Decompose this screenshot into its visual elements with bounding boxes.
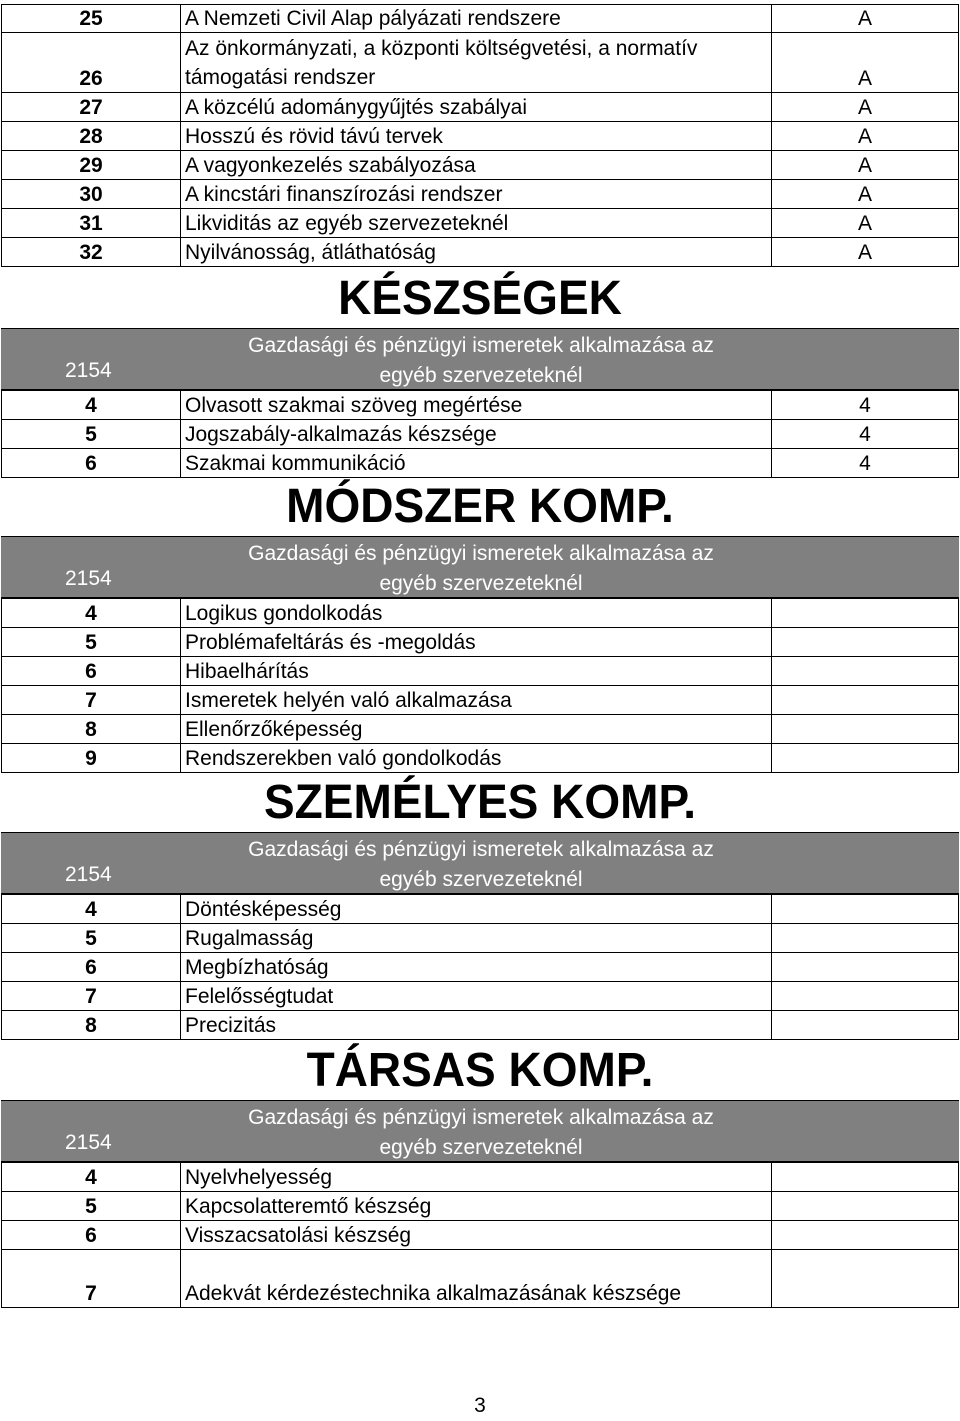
section-band bbox=[1, 536, 959, 598]
table-row bbox=[2, 1011, 959, 1040]
table-row bbox=[2, 599, 959, 628]
row-value bbox=[772, 599, 959, 628]
table-row bbox=[2, 238, 959, 267]
row-value bbox=[772, 628, 959, 657]
band-title: Gazdasági és pénzügyi ismeretek alkalmazása az egyéb szervezeteknél bbox=[248, 1106, 714, 1159]
section-band bbox=[1, 1100, 959, 1162]
row-text: Döntésképesség bbox=[181, 895, 772, 924]
row-text: Precizitás bbox=[181, 1011, 772, 1040]
row-value bbox=[772, 1163, 959, 1192]
section-tarsas-komp bbox=[0, 1038, 960, 1308]
row-value: 4 bbox=[772, 420, 959, 449]
row-number: 5 bbox=[2, 924, 181, 953]
row-value: A bbox=[772, 151, 959, 180]
row-text: Logikus gondolkodás bbox=[181, 599, 772, 628]
row-value: A bbox=[772, 5, 959, 33]
row-value: A bbox=[772, 122, 959, 151]
table-row bbox=[2, 391, 959, 420]
row-value bbox=[772, 895, 959, 924]
row-text: A kincstári finanszírozási rendszer bbox=[181, 180, 772, 209]
row-text: Felelősségtudat bbox=[181, 982, 772, 1011]
row-text: Olvasott szakmai szöveg megértése bbox=[181, 391, 772, 420]
row-number: 32 bbox=[2, 238, 181, 267]
table-row bbox=[2, 924, 959, 953]
row-value bbox=[772, 657, 959, 686]
row-number: 5 bbox=[2, 420, 181, 449]
row-text: Jogszabály-alkalmazás készsége bbox=[181, 420, 772, 449]
row-number: 8 bbox=[2, 715, 181, 744]
row-number: 31 bbox=[2, 209, 181, 238]
table-row bbox=[2, 151, 959, 180]
row-number: 27 bbox=[2, 93, 181, 122]
row-text: Szakmai kommunikáció bbox=[181, 449, 772, 478]
row-value: A bbox=[772, 209, 959, 238]
table-row bbox=[2, 93, 959, 122]
table-row bbox=[2, 715, 959, 744]
row-value bbox=[772, 953, 959, 982]
row-value: 4 bbox=[772, 391, 959, 420]
row-text: Likviditás az egyéb szervezeteknél bbox=[181, 209, 772, 238]
row-number: 4 bbox=[2, 1163, 181, 1192]
row-number: 6 bbox=[2, 657, 181, 686]
table-row bbox=[2, 1250, 959, 1308]
row-number: 29 bbox=[2, 151, 181, 180]
section-heading: SZEMÉLYES KOMP. bbox=[263, 773, 696, 829]
row-number: 7 bbox=[2, 1250, 181, 1308]
row-text: Visszacsatolási készség bbox=[181, 1221, 772, 1250]
row-text: A közcélú adománygyűjtés szabályai bbox=[181, 93, 772, 122]
row-number: 7 bbox=[2, 686, 181, 715]
table-row bbox=[2, 420, 959, 449]
row-value bbox=[772, 982, 959, 1011]
row-value bbox=[772, 924, 959, 953]
table-row bbox=[2, 657, 959, 686]
table-row bbox=[2, 1221, 959, 1250]
row-number: 4 bbox=[2, 391, 181, 420]
table-row bbox=[2, 5, 959, 33]
row-value bbox=[772, 744, 959, 773]
row-number: 7 bbox=[2, 982, 181, 1011]
band-title: Gazdasági és pénzügyi ismeretek alkalmazása az egyéb szervezeteknél bbox=[248, 542, 714, 595]
table-row bbox=[2, 982, 959, 1011]
section-szemelyes-komp bbox=[0, 770, 960, 1040]
table-row bbox=[2, 122, 959, 151]
row-number: 4 bbox=[2, 895, 181, 924]
row-text: A vagyonkezelés szabályozása bbox=[181, 151, 772, 180]
row-text: Rendszerekben való gondolkodás bbox=[181, 744, 772, 773]
table-row bbox=[2, 1163, 959, 1192]
row-number: 28 bbox=[2, 122, 181, 151]
top-rows-table bbox=[0, 4, 960, 267]
row-number: 30 bbox=[2, 180, 181, 209]
row-text: Kapcsolatteremtő készség bbox=[181, 1192, 772, 1221]
row-value bbox=[772, 1011, 959, 1040]
row-value bbox=[772, 715, 959, 744]
row-text: Rugalmasság bbox=[181, 924, 772, 953]
row-value: A bbox=[772, 238, 959, 267]
row-text: Megbízhatóság bbox=[181, 953, 772, 982]
band-code: 2154 bbox=[65, 1131, 112, 1154]
row-text: Problémafeltárás és -megoldás bbox=[181, 628, 772, 657]
row-text: Az önkormányzati, a központi költségvetési, a normatív támogatási rendszer bbox=[181, 33, 772, 93]
row-value: A bbox=[772, 33, 959, 93]
band-code: 2154 bbox=[65, 359, 112, 382]
row-number: 25 bbox=[2, 5, 181, 33]
row-value: A bbox=[772, 180, 959, 209]
row-text: Hosszú és rövid távú tervek bbox=[181, 122, 772, 151]
row-number: 8 bbox=[2, 1011, 181, 1040]
row-value bbox=[772, 1250, 959, 1308]
table-row bbox=[2, 1192, 959, 1221]
table-row bbox=[2, 953, 959, 982]
row-number: 6 bbox=[2, 449, 181, 478]
table-row bbox=[2, 628, 959, 657]
band-code: 2154 bbox=[65, 863, 112, 886]
row-number: 6 bbox=[2, 953, 181, 982]
section-heading: TÁRSAS KOMP. bbox=[306, 1041, 654, 1097]
table-row bbox=[2, 180, 959, 209]
table-row bbox=[2, 33, 959, 93]
row-text: Nyilvánosság, átláthatóság bbox=[181, 238, 772, 267]
row-text: Nyelvhelyesség bbox=[181, 1163, 772, 1192]
row-number: 5 bbox=[2, 1192, 181, 1221]
row-value bbox=[772, 686, 959, 715]
table-row bbox=[2, 209, 959, 238]
row-number: 9 bbox=[2, 744, 181, 773]
band-title: Gazdasági és pénzügyi ismeretek alkalmazása az egyéb szervezeteknél bbox=[248, 838, 714, 891]
band-title: Gazdasági és pénzügyi ismeretek alkalmazása az egyéb szervezeteknél bbox=[248, 334, 714, 387]
row-text: A Nemzeti Civil Alap pályázati rendszere bbox=[181, 5, 772, 33]
row-text: Ellenőrzőképesség bbox=[181, 715, 772, 744]
row-text: Adekvát kérdezéstechnika alkalmazásának készsége bbox=[181, 1250, 772, 1308]
row-number: 6 bbox=[2, 1221, 181, 1250]
row-text: Ismeretek helyén való alkalmazása bbox=[181, 686, 772, 715]
row-text: Hibaelhárítás bbox=[181, 657, 772, 686]
table-row bbox=[2, 686, 959, 715]
row-value: A bbox=[772, 93, 959, 122]
section-heading: KÉSZSÉGEK bbox=[338, 269, 622, 325]
section-keszsegek bbox=[0, 266, 960, 478]
page-number: 3 bbox=[474, 1394, 486, 1417]
band-code: 2154 bbox=[65, 567, 112, 590]
row-number: 26 bbox=[2, 33, 181, 93]
section-heading: MÓDSZER KOMP. bbox=[286, 477, 674, 533]
row-value: 4 bbox=[772, 449, 959, 478]
section-modszer-komp bbox=[0, 474, 960, 773]
table-row bbox=[2, 895, 959, 924]
row-value bbox=[772, 1221, 959, 1250]
row-number: 5 bbox=[2, 628, 181, 657]
row-number: 4 bbox=[2, 599, 181, 628]
row-value bbox=[772, 1192, 959, 1221]
section-band bbox=[1, 328, 959, 390]
section-band bbox=[1, 832, 959, 894]
